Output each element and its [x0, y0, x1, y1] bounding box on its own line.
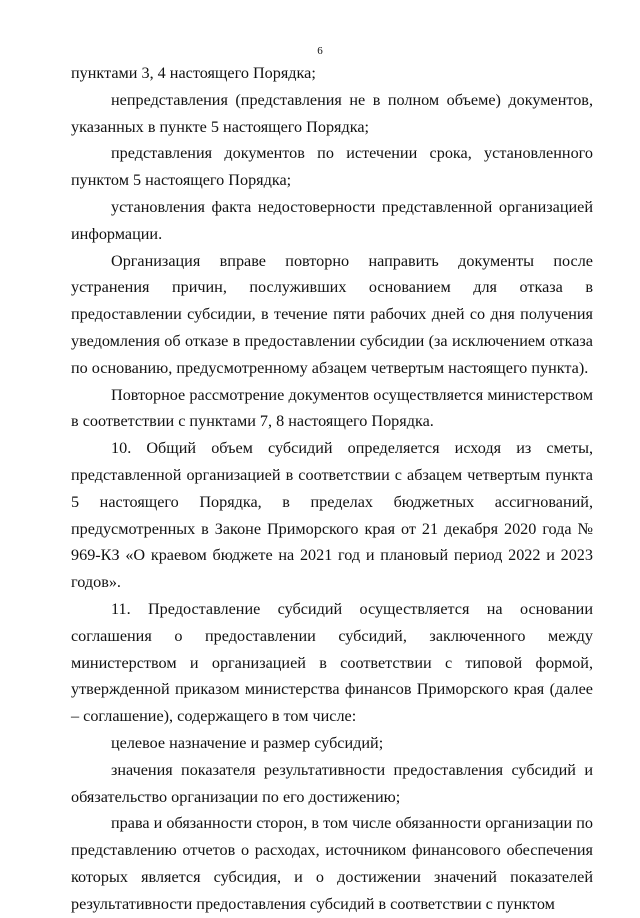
- paragraph-late-submission: представления документов по истечении срока, установленного пунктом 5 настоящего Порядка;: [71, 144, 593, 190]
- paragraph-indicator: значения показателя результативности предоставления субсидий и обязательство организации по его достижению;: [71, 760, 593, 806]
- paragraph-nonsubmission: непредставления (представления не в полном объеме) документов, указанных в пункте 5 настоящего Порядка;: [71, 90, 593, 136]
- paragraph-rights-obligations: права и обязанности сторон, в том числе обязанности организации по представлению отчетов о расходах, источником финансового обеспечения которых является субсидия, и о достижении значений показателей результативности предоставления субсидий в соответствии с пунктом: [71, 814, 593, 913]
- paragraph-item-11: 11. Предоставление субсидий осуществляется на основании соглашения о предоставлении субсидий, заключенного между министерством и организацией в соответствии с типовой формой, утвержденной приказом министерства финансов Приморского края (далее – соглашение), содержащего в том числе:: [71, 599, 593, 726]
- paragraph-purpose: целевое назначение и размер субсидий;: [111, 733, 384, 752]
- document-body: [71, 60, 593, 918]
- paragraph-item-10: 10. Общий объем субсидий определяется исходя из сметы, представленной организацией в соответствии с абзацем четвертым пункта 5 настоящего Порядка, в пределах бюджетных ассигнований, предусмотренных в Законе Приморского края от 21 декабря 2020 года № 969-КЗ «О краевом бюджете на 2021 год и плановый период 2022 и 2023 годов».: [71, 439, 593, 592]
- paragraph-reconsideration: Повторное рассмотрение документов осуществляется министерством в соответствии с пунктами 7, 8 настоящего Порядка.: [71, 385, 593, 431]
- paragraph-continuation: пунктами 3, 4 настоящего Порядка;: [71, 64, 316, 82]
- paragraph-resubmission: Организация вправе повторно направить документы после устранения причин, послуживших основанием для отказа в предоставлении субсидии, в течение пяти рабочих дней со дня получения уведомления об отказе в предоставлении субсидии (за исключением отказа по основанию, предусмотренному абзацем четвертым настоящего пункта).: [71, 251, 593, 377]
- paragraph-false-information: установления факта недостоверности представленной организацией информации.: [71, 197, 593, 243]
- page-number: 6: [317, 45, 323, 57]
